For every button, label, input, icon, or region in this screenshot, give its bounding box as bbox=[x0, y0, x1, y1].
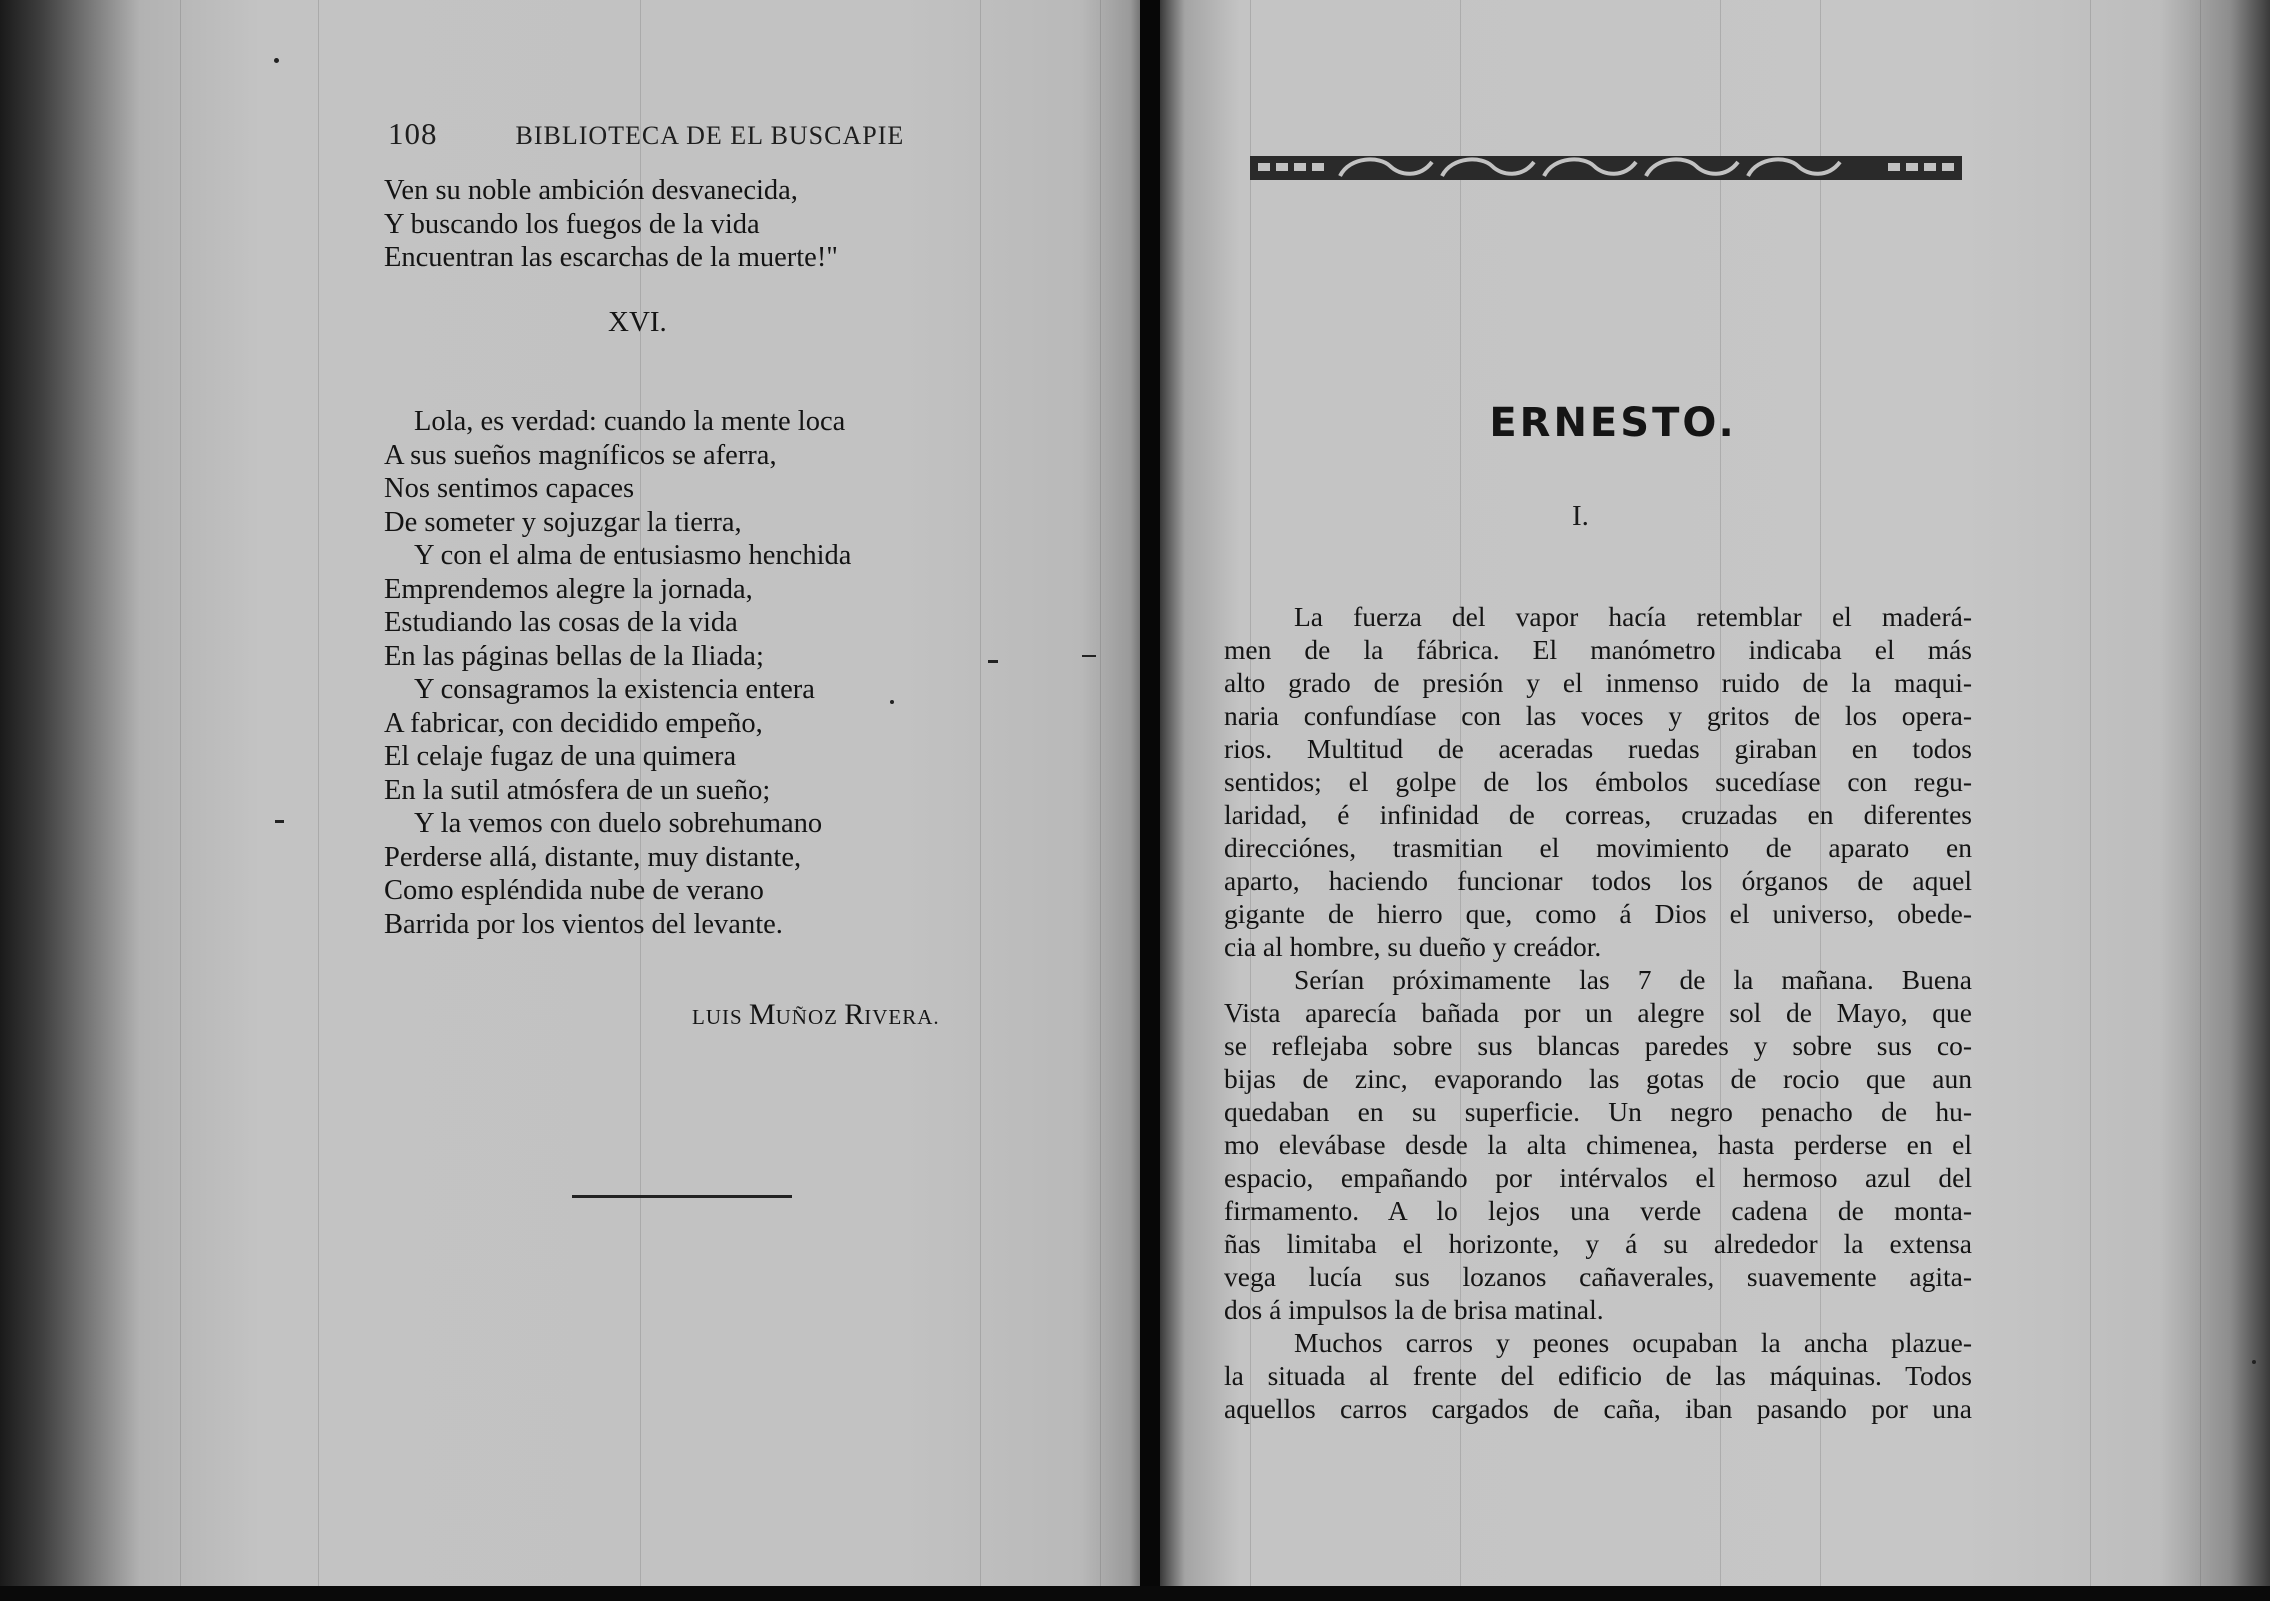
prose-body bbox=[1224, 600, 1972, 1425]
prose-line: vega lucía sus lozanos cañaverales, suavemente agita- bbox=[1224, 1261, 1972, 1292]
prose-line: la situada al frente del edificio de las máquinas. Todos bbox=[1224, 1360, 1972, 1391]
verse-line: Y consagramos la existencia entera bbox=[414, 674, 815, 705]
verse-line: Lola, es verdad: cuando la mente loca bbox=[414, 406, 846, 437]
verse-line: A sus sueños magníficos se aferra, bbox=[384, 439, 777, 471]
verse-line: Barrida por los vientos del levante. bbox=[384, 908, 783, 940]
prose-line: mo elevábase desde la alta chimenea, hasta perderse en el bbox=[1224, 1129, 1972, 1160]
running-head bbox=[388, 116, 948, 156]
verse-line: Como espléndida nube de verano bbox=[384, 875, 764, 906]
prose-line: naria confundíase con las voces y gritos de los opera- bbox=[1224, 700, 1972, 731]
prose-line: ñas limitaba el horizonte, y á su alrededor la extensa bbox=[1224, 1228, 1972, 1259]
prose-line: dos á impulsos la de brisa matinal. bbox=[1224, 1294, 1604, 1325]
running-head-title: BIBLIOTECA DE EL BUSCAPIE bbox=[515, 121, 905, 150]
ornament-band bbox=[1250, 152, 1962, 184]
verse-line: Encuentran las escarchas de la muerte!" bbox=[384, 242, 838, 273]
prose-line: La fuerza del vapor hacía retemblar el maderá- bbox=[1294, 601, 1972, 632]
section-number: XVI. bbox=[608, 306, 667, 338]
prose-line: men de la fábrica. El manómetro indicaba el más bbox=[1224, 634, 1972, 665]
separator-rule bbox=[572, 1195, 792, 1198]
verse-line: Emprendemos alegre la jornada, bbox=[384, 573, 753, 605]
verse-line: De someter y sojuzgar la tierra, bbox=[384, 506, 742, 538]
verse-stanza-main bbox=[384, 405, 1024, 941]
verse-line: Y buscando los fuegos de la vida bbox=[384, 208, 760, 240]
prose-line: cia al hombre, su dueño y creádor. bbox=[1224, 931, 1602, 962]
prose-line: Vista aparecía bañada por un alegre sol de Mayo, que bbox=[1224, 997, 1972, 1028]
prose-line: laridad, é infinidad de correas, cruzadas en diferentes bbox=[1224, 799, 1972, 830]
prose-line: alto grado de presión y el inmenso ruido de la maqui- bbox=[1224, 667, 1972, 698]
prose-line: se reflejaba sobre sus blancas paredes y sobre sus co- bbox=[1224, 1030, 1972, 1061]
prose-line: Serían próximamente las 7 de la mañana. Buena bbox=[1294, 964, 1972, 995]
page-number: 108 bbox=[388, 116, 438, 151]
chapter-number: I. bbox=[1572, 500, 1589, 532]
prose-line: Muchos carros y peones ocupaban la ancha plazue- bbox=[1294, 1327, 1972, 1358]
prose-line: bijas de zinc, evaporando las gotas de rocio que aun bbox=[1224, 1063, 1972, 1094]
verse-line: Y con el alma de entusiasmo henchida bbox=[414, 540, 852, 571]
prose-line: sentidos; el golpe de los émbolos sucedíase con regu- bbox=[1224, 766, 1972, 797]
verse-line: Estudiando las cosas de la vida bbox=[384, 607, 738, 638]
verse-line: Perderse allá, distante, muy distante, bbox=[384, 841, 802, 873]
author-signature: LUIS MUÑOZ RIVERA. bbox=[692, 998, 940, 1031]
scan-bottom-edge bbox=[0, 1586, 2270, 1601]
verse-line: A fabricar, con decidido empeño, bbox=[384, 707, 763, 739]
verse-line: Ven su noble ambición desvanecida, bbox=[384, 175, 798, 206]
prose-line: aparto, haciendo funcionar todos los órganos de aquel bbox=[1224, 865, 1972, 896]
prose-line: direcciónes, trasmitian el movimiento de aparato en bbox=[1224, 832, 1972, 863]
verse-line: Y la vemos con duelo sobrehumano bbox=[414, 808, 823, 839]
verse-line: En las páginas bellas de la Iliada; bbox=[384, 640, 764, 672]
chapter-title: ERNESTO. bbox=[1489, 400, 1737, 446]
prose-line: quedaban en su superficie. Un negro penacho de hu- bbox=[1224, 1096, 1972, 1127]
prose-line: firmamento. A lo lejos una verde cadena de monta- bbox=[1224, 1195, 1972, 1226]
prose-line: aquellos carros cargados de caña, iban pasando por una bbox=[1224, 1393, 1972, 1424]
verse-line: El celaje fugaz de una quimera bbox=[384, 741, 737, 772]
verse-stanza-top bbox=[384, 174, 1024, 275]
prose-line: gigante de hierro que, como á Dios el universo, obede- bbox=[1224, 898, 1972, 929]
prose-line: espacio, empañando por intérvalos el hermoso azul del bbox=[1224, 1162, 1972, 1193]
verse-line: Nos sentimos capaces bbox=[384, 473, 635, 504]
prose-line: rios. Multitud de aceradas ruedas giraban en todos bbox=[1224, 733, 1972, 764]
verse-line: En la sutil atmósfera de un sueño; bbox=[384, 774, 771, 806]
